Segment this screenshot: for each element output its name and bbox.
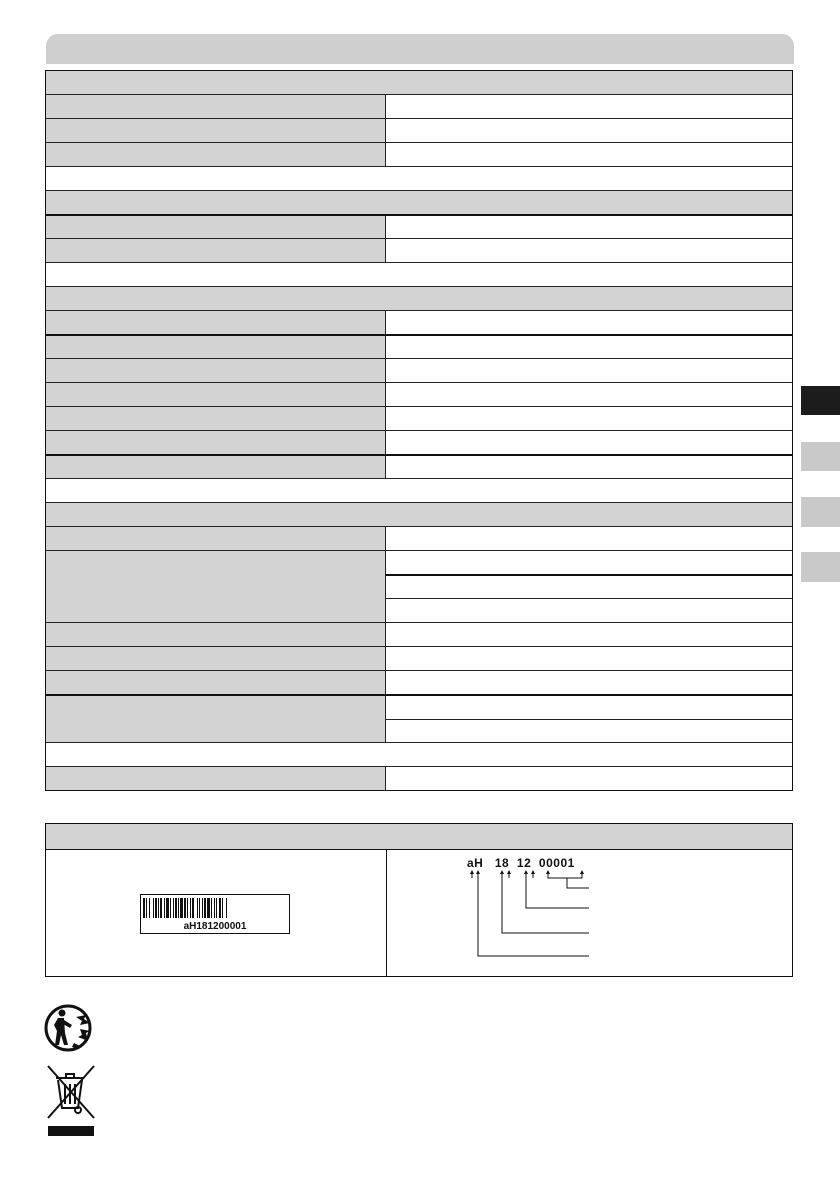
side-tab[interactable] <box>801 442 840 471</box>
barcode-bar <box>164 898 165 918</box>
barcode-bar <box>207 898 210 918</box>
spec-row <box>46 646 792 670</box>
barcode-bar <box>166 898 169 918</box>
barcode-bar <box>197 898 198 918</box>
spec-row <box>46 214 792 238</box>
spec-row <box>46 94 792 118</box>
spec-row <box>46 670 792 694</box>
barcode-bar <box>211 898 212 918</box>
barcode-bar <box>160 898 162 918</box>
barcode-label <box>140 894 290 934</box>
barcode-bar <box>214 898 215 918</box>
barcode-bar <box>192 898 194 918</box>
spec-row <box>46 622 792 646</box>
spec-row-multi <box>46 694 792 742</box>
side-tab-active[interactable] <box>801 386 840 415</box>
barcode-bar <box>143 898 145 918</box>
spec-note-row <box>46 742 792 766</box>
barcode-bar <box>180 898 183 918</box>
barcode-bar <box>175 898 177 918</box>
serial-year: 18 <box>494 856 510 870</box>
spec-row-multi <box>46 550 792 622</box>
barcode-bar <box>149 898 150 918</box>
barcode-bar <box>199 898 200 918</box>
serial-month: 12 <box>516 856 532 870</box>
barcode-bar <box>190 898 191 918</box>
barcode-bar <box>222 898 223 918</box>
barcode-text: aH181200001 <box>183 921 247 932</box>
spec-row <box>46 382 792 406</box>
serial-number-table <box>45 823 793 977</box>
section-header-1 <box>46 71 792 94</box>
spec-table <box>45 70 793 791</box>
barcode-icon <box>143 898 289 918</box>
recycling-triman-icon <box>44 1003 100 1058</box>
spec-row <box>46 142 792 166</box>
spec-note-row <box>46 166 792 190</box>
spec-row <box>46 358 792 382</box>
barcode-bar <box>226 898 227 918</box>
barcode-bar <box>155 898 157 918</box>
barcode-bar <box>178 898 179 918</box>
spec-row <box>46 454 792 478</box>
serial-decode-arrows <box>387 850 793 977</box>
side-tab[interactable] <box>801 552 840 582</box>
barcode-bar <box>158 898 159 918</box>
barcode-bar <box>184 898 186 918</box>
serial-number: 00001 <box>538 856 575 870</box>
page-title-bar <box>46 34 794 64</box>
barcode-bar <box>170 898 171 918</box>
barcode-bar <box>219 898 221 918</box>
spec-row <box>46 766 792 790</box>
side-tab[interactable] <box>801 497 840 527</box>
crossed-out-bin-icon <box>44 1062 98 1143</box>
serial-table-header <box>46 824 792 850</box>
barcode-bar <box>146 898 147 918</box>
serial-decode-cell <box>387 850 792 977</box>
barcode-bar <box>204 898 206 918</box>
serial-barcode-cell <box>46 850 387 977</box>
spec-note-row <box>46 478 792 502</box>
barcode-bar <box>153 898 154 918</box>
spec-row <box>46 118 792 142</box>
barcode-bar <box>187 898 188 918</box>
section-header-2 <box>46 190 792 214</box>
spec-row <box>46 430 792 454</box>
barcode-bar <box>216 898 217 918</box>
section-header-3 <box>46 286 792 310</box>
spec-row <box>46 526 792 550</box>
spec-row <box>46 238 792 262</box>
section-header-4 <box>46 502 792 526</box>
spec-note-row <box>46 262 792 286</box>
spec-row <box>46 406 792 430</box>
barcode-bar <box>202 898 203 918</box>
serial-prefix: aH <box>467 856 484 870</box>
spec-row <box>46 310 792 334</box>
barcode-bar <box>173 898 174 918</box>
spec-row <box>46 334 792 358</box>
